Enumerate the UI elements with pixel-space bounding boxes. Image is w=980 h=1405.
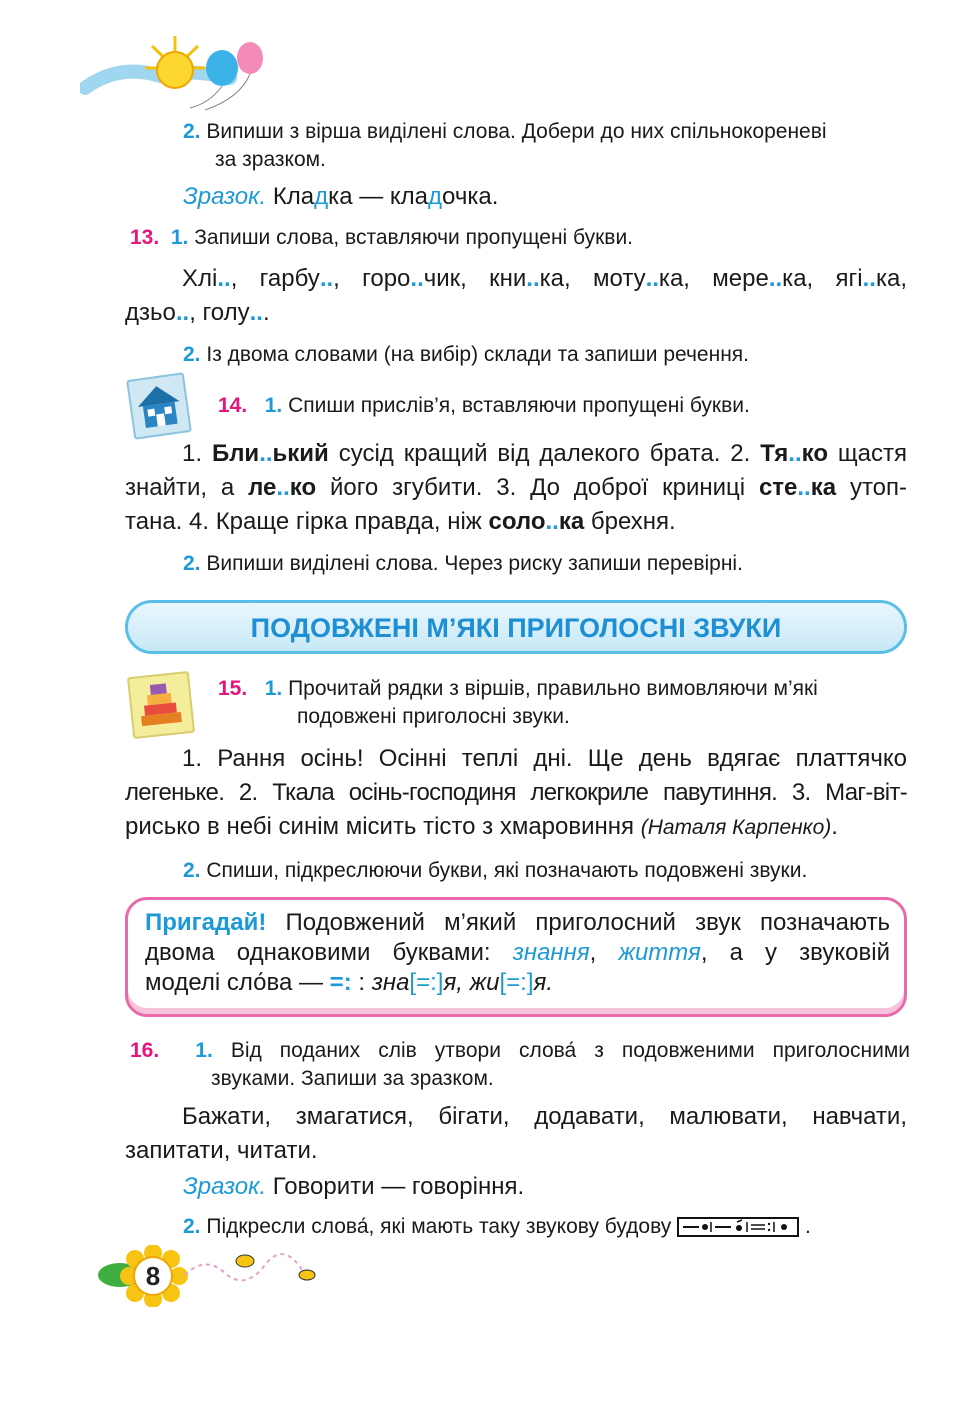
task-number: 1.: [195, 1039, 213, 1062]
remind-text: двома однаковими буквами:: [145, 939, 513, 966]
sound-symbol: =:: [329, 969, 352, 996]
poem-line1: [125, 742, 907, 776]
exercise-number: 15.: [218, 677, 248, 700]
task-number: 2.: [183, 1215, 201, 1238]
bold-word: ко: [801, 440, 828, 467]
sun-balloons-decoration: [80, 28, 280, 118]
task-text: Випиши з вірша виділені слова. Добери до них спільнокореневі: [206, 120, 827, 143]
page-number: 8: [145, 1261, 161, 1291]
ex16-task2: [183, 1213, 811, 1241]
word: ка, моту: [539, 265, 646, 292]
word-list: запитати, читати.: [125, 1137, 318, 1164]
word: .: [262, 299, 270, 326]
poem-line3: [125, 810, 838, 845]
proverb-text: 1.: [182, 440, 212, 467]
ex14-header: [218, 392, 750, 420]
ex15-header: [218, 675, 908, 731]
missing-letter: ..: [319, 265, 334, 292]
proverbs-line3: [125, 505, 676, 539]
proverb-text: утоп-: [836, 474, 907, 501]
bold-word: сте: [758, 474, 798, 501]
ex16-header: [130, 1037, 910, 1093]
proverb-text: знайти, а: [125, 474, 249, 501]
task-text: Випиши виділені слова. Через риску запиши перевірні.: [206, 552, 743, 575]
ex14-task2: [183, 550, 743, 578]
sample-label: Зразок.: [183, 1173, 267, 1200]
word: ка, мере: [658, 265, 769, 292]
proverb-text: щастя: [828, 440, 907, 467]
ex13-header: [130, 224, 910, 252]
task-text: Із двома словами (на вибір) склади та запиши речення.: [206, 343, 749, 366]
ex15-task2: [183, 857, 807, 885]
task-number: 1.: [264, 394, 283, 417]
task-number: 2.: [183, 120, 201, 143]
task-text: Від поданих слів утвори слова́ з подовженими приголосними: [230, 1039, 910, 1062]
remind-text: ,: [589, 939, 619, 966]
highlight-letter: д: [314, 183, 329, 210]
poem-text: 1. Рання осінь! Осінні теплі дні. Ще день вдягає платтячко: [182, 745, 907, 772]
remind-text: моделі сло́ва —: [145, 969, 330, 996]
task-number: 1.: [170, 226, 189, 249]
bold-word: ка: [558, 508, 585, 535]
poem-text: .: [831, 813, 838, 840]
missing-letter: ..: [645, 265, 659, 292]
missing-letter: ..: [175, 299, 190, 326]
remind-text: :: [351, 969, 372, 996]
poem-text: рисько в небі синім місить тісто з хмаровиння: [125, 813, 641, 840]
ex13-words-line2: [125, 296, 270, 330]
sample-label: Зразок.: [183, 183, 267, 210]
word: ка, ягі: [782, 265, 863, 292]
bold-word: ка: [810, 474, 837, 501]
ex13-words-line1: [125, 262, 907, 296]
proverbs-line2: [125, 471, 907, 505]
sample-text: Говорити — говоріння.: [266, 1173, 525, 1200]
section-banner: [125, 600, 907, 654]
bold-word: соло: [488, 508, 546, 535]
task-text: Прочитай рядки з віршів, правильно вимовляючи м’які: [288, 677, 818, 700]
ex16-words-line2: [125, 1134, 318, 1168]
section-title: ПОДОВЖЕНІ М’ЯКІ ПРИГОЛОСНІ ЗВУКИ: [250, 613, 782, 643]
poem-line2: [125, 776, 907, 810]
task-number: 1.: [264, 677, 283, 700]
missing-letter: ..: [217, 265, 231, 292]
task-number: 2.: [183, 343, 201, 366]
ex12-sample: [183, 180, 498, 214]
word: , горо: [333, 265, 411, 292]
proverb-text: сусід кращий від далекого брата. 2.: [328, 440, 761, 467]
bold-word: Бли: [211, 440, 260, 467]
pyramid-toy-icon: [127, 671, 195, 739]
sample-word: кла: [389, 183, 429, 210]
example-word: знання: [512, 939, 590, 966]
ex16-words-line1: [125, 1100, 907, 1134]
word-list: Бажати, змагатися, бігати, додавати, малювати, навчати,: [182, 1103, 907, 1130]
exercise-number: 13.: [130, 226, 160, 249]
word: ка,: [875, 265, 907, 292]
task-text-cont: за зразком.: [215, 148, 326, 171]
task-text: .: [805, 1215, 811, 1238]
word: , голу: [189, 299, 250, 326]
proverb-text: тана. 4. Краще гірка правда, ніж: [125, 508, 489, 535]
proverb-text: його згубити. 3. До доброї криниці: [316, 474, 759, 501]
bold-word: ький: [272, 440, 329, 467]
word: , гарбу: [230, 265, 320, 292]
model-word: я, жи: [443, 969, 500, 996]
highlight-letter: д: [428, 183, 443, 210]
sample-word: ка: [328, 183, 353, 210]
task-text: Спиши прислів’я, вставляючи пропущені букви.: [288, 394, 750, 417]
proverbs-line1: [125, 437, 907, 471]
dash: —: [352, 183, 390, 210]
word: Хлі: [182, 265, 218, 292]
missing-letter: ..: [768, 265, 783, 292]
proverb-text: брехня.: [584, 508, 676, 535]
sample-word: очка.: [442, 183, 499, 210]
missing-letter: ..: [410, 265, 424, 292]
bold-word: Тя: [760, 440, 789, 467]
task-number: 2.: [183, 552, 201, 575]
exercise-number: 16.: [130, 1039, 160, 1062]
sample-word: Кла: [272, 183, 315, 210]
missing-letter: ..: [249, 299, 263, 326]
model-word: зна: [371, 969, 410, 996]
exercise-number: 14.: [218, 394, 248, 417]
ex12-task2: [183, 118, 913, 174]
bold-word: ко: [289, 474, 317, 501]
poem-text: легеньке. 2. Ткала осінь-господиня легкокриле павутиння. 3. Маг-віт-: [125, 779, 907, 806]
missing-letter: ..: [862, 265, 876, 292]
poem-author: (Наталя Карпенко): [640, 816, 832, 839]
remind-line3: [145, 966, 553, 1000]
sound-symbol: [=:]: [499, 969, 534, 996]
missing-letter: ..: [276, 474, 290, 501]
task-text: Запиши слова, вставляючи пропущені букви.: [194, 226, 634, 249]
house-icon: [126, 372, 192, 439]
task-text: Спиши, підкреслюючи букви, які позначають подовжені звуки.: [206, 859, 808, 882]
flower-bee-decoration: [95, 1245, 325, 1307]
task-text-cont: звуками. Запиши за зразком.: [211, 1067, 494, 1090]
remind-line1: [145, 906, 890, 940]
word: дзьо: [125, 299, 176, 326]
remind-text: Подовжений м’який приголосний звук позначають: [266, 909, 890, 936]
remind-text: , а у звуковій: [700, 939, 890, 966]
task-text-cont: подовжені приголосні звуки.: [297, 705, 570, 728]
remind-line2: [145, 936, 890, 970]
word: чик, кни: [423, 265, 527, 292]
bold-word: ле: [248, 474, 277, 501]
model-word: я.: [533, 969, 553, 996]
ex13-task2: [183, 341, 749, 369]
task-text: Підкресли слова́, які мають таку звукову будову: [206, 1215, 672, 1238]
remind-label: Пригадай!: [145, 909, 267, 936]
task-number: 2.: [183, 859, 201, 882]
example-word: життя: [618, 939, 701, 966]
sound-symbol: [=:]: [409, 969, 444, 996]
missing-letter: ..: [526, 265, 540, 292]
missing-letter: ..: [545, 508, 559, 535]
sound-scheme-icon: [677, 1217, 799, 1237]
missing-letter: ..: [788, 440, 802, 467]
missing-letter: ..: [259, 440, 273, 467]
ex16-sample: [183, 1170, 524, 1204]
missing-letter: ..: [797, 474, 811, 501]
